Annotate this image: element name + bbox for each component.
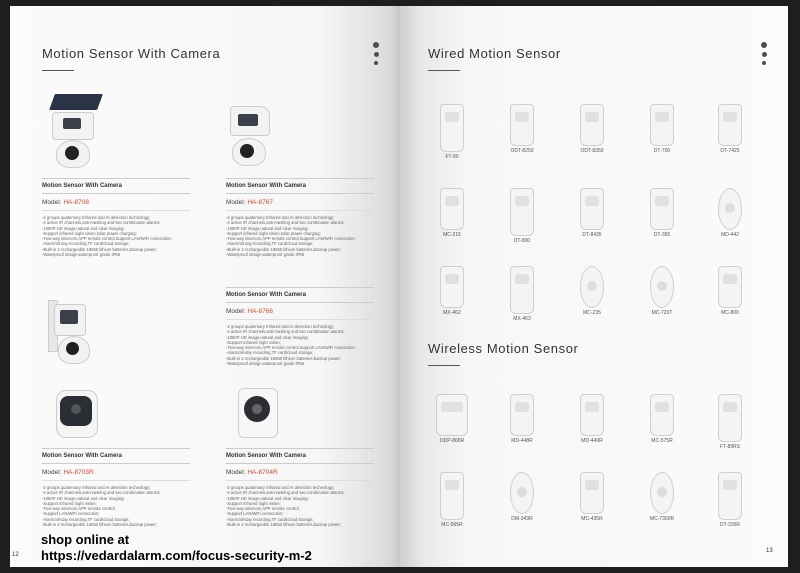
sensor-image (432, 104, 472, 150)
feature-list: -2 groups quaternary Infrared and AI detection technology; -4 active IR channels,anti-masking and two combination alarms; -1080P HD image,natural and clear imaging; -Support infrared night vision;solar power charging; -Two-way intercom,APP remote control,Support LAN/WiFi connection; -Alarm/all-day recording,TF card/cloud storage; -Built-in 2 rechargeable 18650 lithium batteries,backup power; -Waterproof design,waterproof grade IP66 (226, 215, 356, 258)
sensor-item (492, 266, 552, 322)
sensor-image (572, 472, 612, 512)
sensor-image (572, 394, 612, 434)
sensor-item (492, 104, 552, 154)
sensor-model-label: MC-575R (651, 438, 673, 444)
sensor-image (642, 472, 682, 512)
sensor-image (432, 472, 472, 518)
sensor-model-label: MC-215 (443, 232, 461, 238)
sensor-image (642, 266, 682, 306)
sensor-item (422, 188, 482, 238)
sensor-model-label: ODT-8350 (580, 148, 604, 154)
title-underline (428, 365, 460, 366)
sensor-item (700, 104, 760, 154)
sensor-item (632, 472, 692, 522)
sensor-item (632, 266, 692, 316)
sensor-model-label: MD-442 (721, 232, 739, 238)
sensor-image (710, 188, 750, 228)
title-underline (42, 70, 74, 71)
sensor-model-label: DT-800 (513, 238, 531, 244)
product-model: Model: HA-8704R (226, 469, 374, 481)
sensor-image (572, 266, 612, 306)
product-model: Model: HA-8766 (226, 308, 374, 320)
sensor-item (562, 266, 622, 316)
sensor-image (502, 188, 542, 234)
product-card (42, 384, 190, 527)
sensor-item (492, 188, 552, 244)
page-number-left: 12 (12, 552, 19, 558)
sensor-model-label: MX-462 (443, 310, 461, 316)
feature-list: -2 groups quaternary Infrared and AI detection technology; -4 active IR channels,anti-masking and two combination alarms; -1080P HD image,natural and clear imaging; -Support infrared night vision; -Two-way intercom,APP remote control; -Support LAN/WiFi connection; -Alarm/all-day recording,TF card/cloud storage; -Built-in 2 rechargeable 18650 lithium batteries,backup power; (226, 485, 345, 528)
sensor-item (492, 394, 552, 444)
sensor-image (502, 104, 542, 144)
sensor-item (422, 394, 482, 444)
section-title-wired: Wired Motion Sensor (428, 46, 561, 61)
sensor-item (422, 472, 482, 528)
shop-line-1: shop online at (41, 532, 130, 547)
shop-online-caption (41, 532, 312, 564)
title-underline (428, 70, 460, 71)
sensor-image (572, 104, 612, 144)
feature-list: -2 groups quaternary Infrared and AI detection technology; -4 active IR channels,anti-masking and two combination alarms; -1080P HD image,natural and clear imaging; -Support infrared night vision; -Two-way intercom,APP remote control; -Support LAN/WiFi connection; -Alarm/all-day recording,TF card/cloud storage; -Built-in 2 rechargeable 18650 lithium batteries,backup power; (42, 485, 161, 528)
left-page (10, 6, 400, 567)
product-card (226, 94, 374, 257)
sensor-model-label: MC-800 (721, 310, 739, 316)
sensor-image (710, 394, 750, 440)
product-model: Model: HA-8767 (226, 199, 374, 211)
sensor-model-label: MC-435R (581, 516, 603, 522)
product-model: Model: HA-8703R (42, 469, 190, 481)
product-card (42, 94, 190, 257)
sensor-image (432, 266, 472, 306)
sensor-item (700, 394, 760, 450)
product-name: Motion Sensor With Camera (42, 178, 190, 194)
sensor-item (562, 472, 622, 522)
mounted-camera-image (44, 296, 104, 371)
sensor-model-label: DT-8435 (582, 232, 602, 238)
sensor-model-label: FT-89RS (719, 444, 740, 450)
sensor-model-label: FT-80 (445, 154, 459, 160)
sensor-model-label: MC-565R (441, 522, 463, 528)
sensor-model-label: DT-7425 (720, 148, 740, 154)
sensor-image (642, 394, 682, 434)
sensor-image (572, 188, 612, 228)
page-dots (372, 42, 380, 69)
sensor-model-label: DT-700 (653, 148, 671, 154)
sensor-image (710, 266, 750, 306)
sensor-model-label: MD-448R (511, 438, 533, 444)
product-name: Motion Sensor With Camera (226, 448, 374, 464)
feature-list: -2 groups quaternary Infrared and AI detection technology; -4 active IR channels,anti-masking and two combination alarms; -1080P HD image,natural and clear imaging; -Support infrared night vision;solar power charging; -Two-way intercom,APP remote control,Support LAN/WiFi connection; -Alarm/all-day recording,TF card/cloud storage; -Built-in 2 rechargeable 18650 lithium batteries,backup power; -Waterproof design,waterproof grade IP66 (42, 215, 172, 258)
indoor-camera-image (234, 384, 294, 442)
product-name: Motion Sensor With Camera (226, 287, 374, 303)
sensor-model-label: DT-355 (653, 232, 671, 238)
page-number-right: 13 (766, 548, 773, 554)
sensor-model-label: ODP-868R (439, 438, 465, 444)
sensor-model-label: MD-449R (581, 438, 603, 444)
shop-link[interactable]: https://vedardalarm.com/focus-security-m-2 (41, 548, 312, 563)
sensor-image (502, 472, 542, 512)
sensor-item (700, 188, 760, 238)
sensor-item (632, 394, 692, 444)
sensor-model-label: DM-343R (511, 516, 533, 522)
sensor-item (632, 188, 692, 238)
product-card (226, 384, 374, 527)
section-title-wireless: Wireless Motion Sensor (428, 341, 579, 356)
sensor-item (632, 104, 692, 154)
product-model: Model: HA-8708 (42, 199, 190, 211)
sensor-model-label: ODT-8250 (510, 148, 534, 154)
sensor-image (642, 188, 682, 228)
right-page (400, 6, 788, 567)
sensor-model-label: DT-335R (719, 522, 740, 528)
sensor-model-label: MC-7300R (649, 516, 675, 522)
sensor-image (502, 394, 542, 434)
solar-camera-image (42, 94, 112, 172)
sensor-item (562, 104, 622, 154)
feature-list: -2 groups quaternary Infrared and AI detection technology; -4 active IR channels,anti-masking and two combination alarms; -1080P HD image,natural and clear imaging; -Support infrared night vision; -Two-way intercom,APP remote control,Support LAN/WiFi connection; -Alarm/all-day recording,TF card/cloud storage; -Built-in 2 rechargeable 18650 lithium batteries,backup power; -Waterproof design,waterproof grade IP66 (226, 324, 356, 367)
sensor-image (502, 266, 542, 312)
sensor-image (710, 104, 750, 144)
sensor-model-label: MX-463 (513, 316, 531, 322)
sensor-image (432, 394, 472, 434)
sensor-image (432, 188, 472, 228)
sensor-model-label: MC-235 (583, 310, 601, 316)
sensor-model-label: MC-720T (651, 310, 673, 316)
sensor-item (562, 394, 622, 444)
sensor-item (700, 472, 760, 528)
sensor-item (492, 472, 552, 522)
sensor-item (422, 266, 482, 316)
section-title-camera: Motion Sensor With Camera (42, 46, 221, 61)
sensor-image (710, 472, 750, 518)
sensor-item (700, 266, 760, 316)
product-name: Motion Sensor With Camera (42, 448, 190, 464)
sensor-image (642, 104, 682, 144)
battery-camera-image (52, 384, 112, 442)
sensor-item (562, 188, 622, 238)
product-name: Motion Sensor With Camera (226, 178, 374, 194)
product-card (226, 287, 374, 366)
page-dots (760, 42, 768, 69)
sensor-item (422, 104, 482, 160)
wall-camera-image (226, 94, 296, 172)
